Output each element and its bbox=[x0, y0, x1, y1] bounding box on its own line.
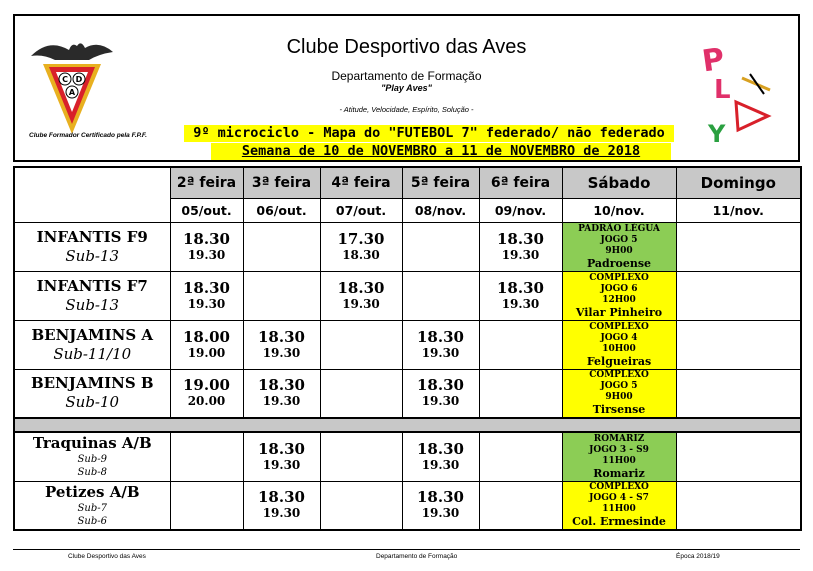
training-start: 18.30 bbox=[258, 439, 305, 458]
svg-text:C: C bbox=[62, 75, 68, 84]
corner-cell bbox=[14, 167, 170, 222]
training-slot bbox=[170, 432, 243, 481]
training-slot bbox=[402, 369, 479, 418]
team-row bbox=[14, 222, 801, 271]
training-slot bbox=[243, 320, 320, 369]
date-saturday: 10/nov. bbox=[562, 198, 676, 222]
match-cell bbox=[562, 222, 676, 271]
training-start: 18.30 bbox=[417, 327, 464, 346]
team-age-group: Sub-8 bbox=[77, 467, 107, 479]
training-end: 19.30 bbox=[421, 345, 460, 360]
team-row bbox=[14, 481, 801, 530]
play-aves-tagline: "Play Aves" bbox=[381, 83, 432, 93]
match-opponent: Romariz bbox=[593, 466, 645, 480]
training-start: 18.30 bbox=[417, 488, 464, 507]
sunday-slot bbox=[676, 320, 801, 369]
training-slot bbox=[320, 271, 402, 320]
play-aves-logo-icon bbox=[694, 38, 774, 148]
sunday-slot bbox=[676, 432, 801, 481]
sunday-slot bbox=[676, 271, 801, 320]
training-slot bbox=[479, 222, 562, 271]
match-venue: COMPLEXO bbox=[589, 272, 649, 283]
team-name: Traquinas A/B bbox=[32, 434, 152, 453]
group-separator bbox=[14, 418, 801, 432]
match-opponent: Padroense bbox=[586, 256, 652, 270]
training-slot bbox=[320, 222, 402, 271]
training-slot bbox=[243, 432, 320, 481]
date-wednesday: 07/out. bbox=[320, 198, 402, 222]
match-number: JOGO 4 - S7 bbox=[589, 493, 649, 504]
svg-text:Y: Y bbox=[708, 120, 726, 148]
training-slot bbox=[479, 481, 562, 530]
training-slot bbox=[170, 222, 243, 271]
schedule-table bbox=[13, 166, 802, 531]
training-end: 19.30 bbox=[342, 296, 380, 311]
day-wednesday: 4ª feira bbox=[320, 167, 402, 198]
match-venue: COMPLEXO bbox=[589, 321, 649, 332]
training-start: 18.30 bbox=[497, 229, 544, 248]
training-start: 18.30 bbox=[337, 278, 385, 297]
certified-label: Clube Formador Certificado pela F.P.F. bbox=[29, 132, 147, 139]
training-end: 19.30 bbox=[501, 247, 540, 262]
match-venue: PADRÃO LÉGUA bbox=[578, 223, 660, 234]
team-cell bbox=[14, 432, 170, 481]
training-slot bbox=[320, 432, 402, 481]
match-time: 9H00 bbox=[605, 245, 633, 256]
training-slot bbox=[402, 222, 479, 271]
team-group-f7-f9 bbox=[14, 222, 801, 418]
match-opponent: Tirsense bbox=[592, 403, 646, 417]
team-row bbox=[14, 271, 801, 320]
match-number: JOGO 6 bbox=[600, 283, 638, 294]
svg-text:P: P bbox=[700, 41, 727, 80]
day-saturday: Sábado bbox=[562, 167, 676, 198]
day-friday: 6ª feira bbox=[479, 167, 562, 198]
day-tuesday: 3ª feira bbox=[243, 167, 320, 198]
training-end: 19.30 bbox=[187, 296, 226, 311]
team-row bbox=[14, 369, 801, 418]
team-name: INFANTIS F7 bbox=[36, 276, 148, 295]
training-slot bbox=[320, 320, 402, 369]
team-age-group: Sub-7 bbox=[77, 502, 107, 514]
sunday-slot bbox=[676, 222, 801, 271]
title-microcycle: 9º microciclo - Mapa do "FUTEBOL 7" federado/ não federado bbox=[184, 125, 674, 142]
footer-department: Departamento de Formação bbox=[376, 553, 458, 560]
team-age-group: Sub-6 bbox=[77, 515, 107, 527]
training-start: 18.30 bbox=[497, 278, 544, 297]
training-slot bbox=[479, 432, 562, 481]
training-slot bbox=[402, 271, 479, 320]
team-name: INFANTIS F9 bbox=[36, 227, 148, 246]
training-end: 18.30 bbox=[342, 247, 380, 262]
match-venue: COMPLEXO bbox=[589, 482, 649, 493]
match-number: JOGO 5 bbox=[600, 381, 638, 392]
training-slot bbox=[170, 481, 243, 530]
training-start: 18.30 bbox=[417, 439, 464, 458]
training-end: 19.30 bbox=[421, 457, 460, 472]
match-time: 11H00 bbox=[602, 504, 636, 515]
training-end: 20.00 bbox=[187, 394, 226, 409]
training-slot bbox=[170, 271, 243, 320]
training-end: 19.30 bbox=[262, 506, 301, 521]
team-group-f5 bbox=[14, 432, 801, 530]
page-header bbox=[13, 14, 800, 162]
team-age-group: Sub-9 bbox=[77, 454, 107, 466]
svg-text:L: L bbox=[714, 75, 731, 105]
sunday-slot bbox=[676, 481, 801, 530]
training-start: 18.30 bbox=[183, 278, 230, 297]
match-cell bbox=[562, 369, 676, 418]
team-age-group: Sub-11/10 bbox=[53, 344, 132, 363]
date-sunday: 11/nov. bbox=[676, 198, 801, 222]
footer-season: Época 2018/19 bbox=[676, 553, 720, 560]
date-friday: 09/nov. bbox=[479, 198, 562, 222]
training-slot bbox=[479, 369, 562, 418]
team-row bbox=[14, 320, 801, 369]
team-name: Petizes A/B bbox=[44, 482, 140, 501]
team-age-group: Sub-13 bbox=[65, 295, 120, 314]
match-venue: COMPLEXO bbox=[589, 370, 649, 381]
svg-text:A: A bbox=[68, 88, 76, 97]
training-end: 19.30 bbox=[262, 345, 301, 360]
match-time: 11H00 bbox=[602, 455, 636, 466]
training-slot bbox=[320, 369, 402, 418]
training-end: 19.30 bbox=[421, 394, 460, 409]
team-cell bbox=[14, 320, 170, 369]
training-start: 17.30 bbox=[337, 229, 385, 248]
match-number: JOGO 3 - S9 bbox=[589, 444, 649, 455]
day-header-row bbox=[14, 167, 801, 198]
team-cell bbox=[14, 481, 170, 530]
match-time: 12H00 bbox=[602, 294, 636, 305]
motto: - Atitude, Velocidade, Espírito, Solução - bbox=[339, 105, 474, 114]
match-number: JOGO 5 bbox=[600, 234, 638, 245]
department-name: Departamento de Formação bbox=[331, 69, 482, 83]
training-slot bbox=[243, 222, 320, 271]
footer-divider bbox=[13, 549, 800, 550]
training-slot bbox=[479, 271, 562, 320]
date-tuesday: 06/out. bbox=[243, 198, 320, 222]
training-slot bbox=[243, 481, 320, 530]
sunday-slot bbox=[676, 369, 801, 418]
training-end: 19.30 bbox=[187, 247, 226, 262]
date-monday: 05/out. bbox=[170, 198, 243, 222]
match-time: 10H00 bbox=[602, 343, 636, 354]
match-opponent: Felgueiras bbox=[586, 354, 652, 368]
team-cell bbox=[14, 222, 170, 271]
date-thursday: 08/nov. bbox=[402, 198, 479, 222]
footer-club: Clube Desportivo das Aves bbox=[68, 553, 146, 560]
training-slot bbox=[170, 369, 243, 418]
training-start: 18.00 bbox=[183, 327, 230, 346]
training-start: 19.00 bbox=[183, 376, 230, 395]
team-age-group: Sub-10 bbox=[65, 393, 120, 412]
team-age-group: Sub-13 bbox=[65, 246, 120, 265]
match-time: 9H00 bbox=[605, 392, 633, 403]
training-start: 18.30 bbox=[258, 376, 305, 395]
training-end: 19.30 bbox=[501, 296, 540, 311]
training-start: 18.30 bbox=[258, 488, 305, 507]
club-name: Clube Desportivo das Aves bbox=[286, 36, 527, 58]
training-end: 19.30 bbox=[421, 506, 460, 521]
training-end: 19.30 bbox=[262, 457, 301, 472]
day-sunday: Domingo bbox=[676, 167, 801, 198]
training-start: 18.30 bbox=[417, 376, 464, 395]
training-end: 19.00 bbox=[187, 345, 226, 360]
match-opponent: Col. Ermesinde bbox=[572, 515, 666, 529]
training-slot bbox=[402, 481, 479, 530]
match-opponent: Vilar Pinheiro bbox=[575, 305, 663, 319]
training-slot bbox=[243, 369, 320, 418]
training-slot bbox=[243, 271, 320, 320]
training-slot bbox=[170, 320, 243, 369]
match-cell bbox=[562, 481, 676, 530]
svg-text:D: D bbox=[75, 75, 83, 84]
match-cell bbox=[562, 271, 676, 320]
training-slot bbox=[402, 432, 479, 481]
training-start: 18.30 bbox=[258, 327, 305, 346]
team-name: BENJAMINS B bbox=[30, 374, 154, 393]
team-row bbox=[14, 432, 801, 481]
separator-cell bbox=[14, 418, 801, 432]
training-slot bbox=[402, 320, 479, 369]
team-cell bbox=[14, 369, 170, 418]
match-venue: ROMARIZ bbox=[593, 433, 645, 444]
team-cell bbox=[14, 271, 170, 320]
match-cell bbox=[562, 320, 676, 369]
training-slot bbox=[320, 481, 402, 530]
match-cell bbox=[562, 432, 676, 481]
match-number: JOGO 4 bbox=[600, 332, 638, 343]
team-name: BENJAMINS A bbox=[31, 325, 154, 344]
title-week: Semana de 10 de NOVEMBRO a 11 de NOVEMBRO de 2018 bbox=[211, 143, 671, 160]
day-thursday: 5ª feira bbox=[402, 167, 479, 198]
training-end: 19.30 bbox=[262, 394, 301, 409]
day-monday: 2ª feira bbox=[170, 167, 243, 198]
training-start: 18.30 bbox=[183, 229, 230, 248]
training-slot bbox=[479, 320, 562, 369]
